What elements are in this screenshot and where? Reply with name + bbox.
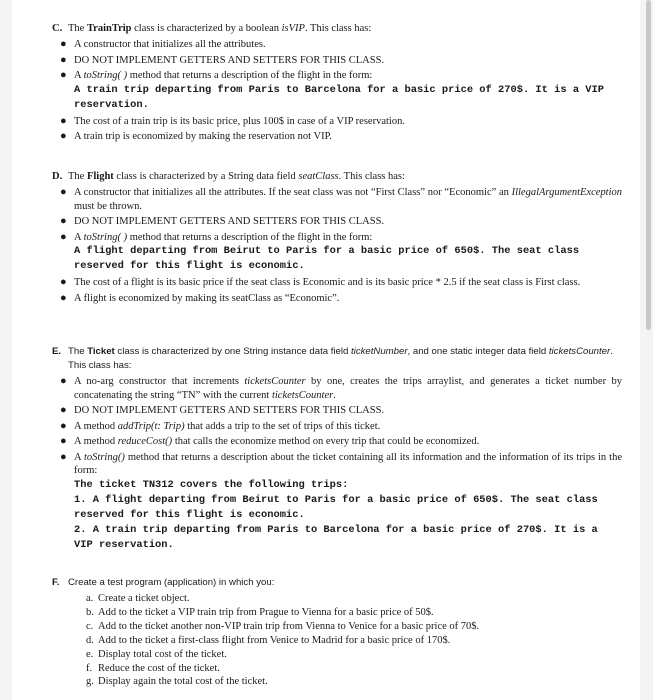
- section-letter: D.: [52, 171, 63, 182]
- list-item: ● A train trip is economized by making the reservation not VIP.: [60, 130, 332, 142]
- class-name: Flight: [86, 171, 114, 182]
- section-e-heading: E. The Ticket class is characterized by one String instance data field ticketNumber, and one static integer data field ticketsCounter. This class has:: [52, 346, 613, 371]
- code-sample: A flight departing from Beirut to Paris for a basic price of 650$. The seat class reserved for this flight is economic.: [74, 245, 580, 272]
- bullet-icon: ●: [60, 276, 67, 288]
- bullet-icon: ●: [60, 404, 67, 416]
- section-f: [52, 576, 622, 689]
- bullet-icon: ●: [60, 130, 67, 142]
- section-f-heading: F. Create a test program (application) in which you:: [52, 577, 275, 588]
- list-item: ● A method reduceCost() that calls the economize method on every trip that could be economized.: [60, 435, 480, 447]
- bullet-icon: ●: [60, 450, 67, 463]
- bullet-icon: ●: [60, 230, 67, 243]
- bullet-icon: ●: [60, 419, 67, 432]
- bullet-icon: ●: [60, 435, 67, 447]
- code-sample-line: The ticket TN312 covers the following trips:: [74, 478, 349, 491]
- bullet-icon: ●: [60, 69, 67, 81]
- list-item: ● DO NOT IMPLEMENT GETTERS AND SETTERS FOR THIS CLASS.: [60, 404, 385, 416]
- section-c: [52, 22, 622, 146]
- code-sample-line: 2. A train trip departing from Paris to Barcelona for a basic price of 270$. It is a VIP reservation.: [74, 523, 598, 551]
- list-item: ● A constructor that initializes all the attributes.: [60, 38, 266, 50]
- list-item: ● DO NOT IMPLEMENT GETTERS AND SETTERS FOR THIS CLASS.: [60, 53, 385, 66]
- bullet-icon: ●: [60, 375, 67, 387]
- section-letter: F.: [52, 577, 60, 588]
- list-item: e. Display total cost of the ticket.: [86, 648, 227, 660]
- list-item: ● A method addTrip(t: Trip) that adds a trip to the set of trips of this ticket.: [60, 419, 381, 432]
- list-item: b. Add to the ticket a VIP train trip from Prague to Vienna for a basic price of 50$.: [86, 606, 434, 618]
- list-item: ● A constructor that initializes all the attributes. If the seat class was not “First Class” nor “Economic” an IllegalArgumentException must be thrown.: [60, 186, 622, 212]
- section-c-heading: C. The TrainTrip class is characterized by a boolean isVIP. This class has:: [52, 23, 372, 34]
- section-d-heading: D. The Flight class is characterized by a String data field seatClass. This class has:: [52, 171, 405, 182]
- list-item: ● DO NOT IMPLEMENT GETTERS AND SETTERS FOR THIS CLASS.: [60, 215, 385, 227]
- bullet-icon: ●: [60, 114, 67, 127]
- bullet-icon: ●: [60, 38, 67, 50]
- document-page: [12, 0, 640, 700]
- section-e-bullets: [52, 375, 622, 553]
- list-item: ● A toString( ) method that returns a description of the flight in the form: A train trip departing from Paris to Barcelona for a basic price of 270$. It is a VIP reservation.: [74, 69, 622, 113]
- list-item: f. Reduce the cost of the ticket.: [86, 662, 220, 674]
- list-item: ● A no-arg constructor that increments ticketsCounter by one, creates the trips arraylist, and generates a ticket number by concatenating the string “TN” with the current ticketsCounter.: [60, 375, 622, 401]
- code-sample: A train trip departing from Paris to Barcelona for a basic price of 270$. It is a VIP reservation.: [74, 83, 605, 111]
- code-sample-line: 1. A flight departing from Beirut to Paris for a basic price of 650$. The seat class reserved for this flight is economic.: [74, 493, 598, 521]
- scrollbar[interactable]: [646, 0, 651, 330]
- list-item: d. Add to the ticket a first-class flight from Venice to Madrid for a basic price of 170$.: [86, 634, 451, 646]
- section-letter: C.: [52, 23, 63, 34]
- list-item: ● A toString( ) method that returns a description of the flight in the form: A flight departing from Beirut to Paris for a basic price of 650$. The seat class reserved for this flight is economic.: [74, 231, 622, 275]
- list-item: ● The cost of a train trip is its basic price, plus 100$ in case of a VIP reservation.: [60, 114, 405, 127]
- section-e: [52, 345, 622, 555]
- class-name: TrainTrip: [86, 23, 132, 34]
- section-d-bullets: [52, 186, 622, 305]
- section-c-bullets: [52, 38, 622, 144]
- section-f-steps: [86, 592, 622, 689]
- list-item: g. Display again the total cost of the ticket.: [86, 676, 268, 688]
- list-item: ● A toString() method that returns a description about the ticket containing all its information and the information of its trips in the form: The ticket TN312 covers the following trips: 1. A flight departing from Beirut to Paris for a basic price of 650$. The seat class reserved for this flight is economic. 2. A train trip departing from Paris to Barcelona for a basic price of 270$. It is a VIP reservation.: [60, 450, 622, 551]
- list-item: ● A flight is economized by making its seatClass as “Economic”.: [60, 291, 340, 304]
- section-letter: E.: [52, 346, 62, 357]
- bullet-icon: ●: [60, 53, 67, 66]
- list-item: c. Add to the ticket another non-VIP train trip from Vienna to Venice for a basic price of 70$.: [86, 620, 480, 632]
- list-item: a. Create a ticket object.: [86, 593, 190, 604]
- class-name: Ticket: [87, 346, 115, 357]
- bullet-icon: ●: [60, 291, 67, 304]
- list-item: ● The cost of a flight is its basic price if the seat class is Economic and is its basic price * 2.5 if the seat class is First class.: [60, 276, 581, 288]
- bullet-icon: ●: [60, 215, 67, 227]
- bullet-icon: ●: [60, 186, 67, 198]
- section-d: [52, 170, 622, 307]
